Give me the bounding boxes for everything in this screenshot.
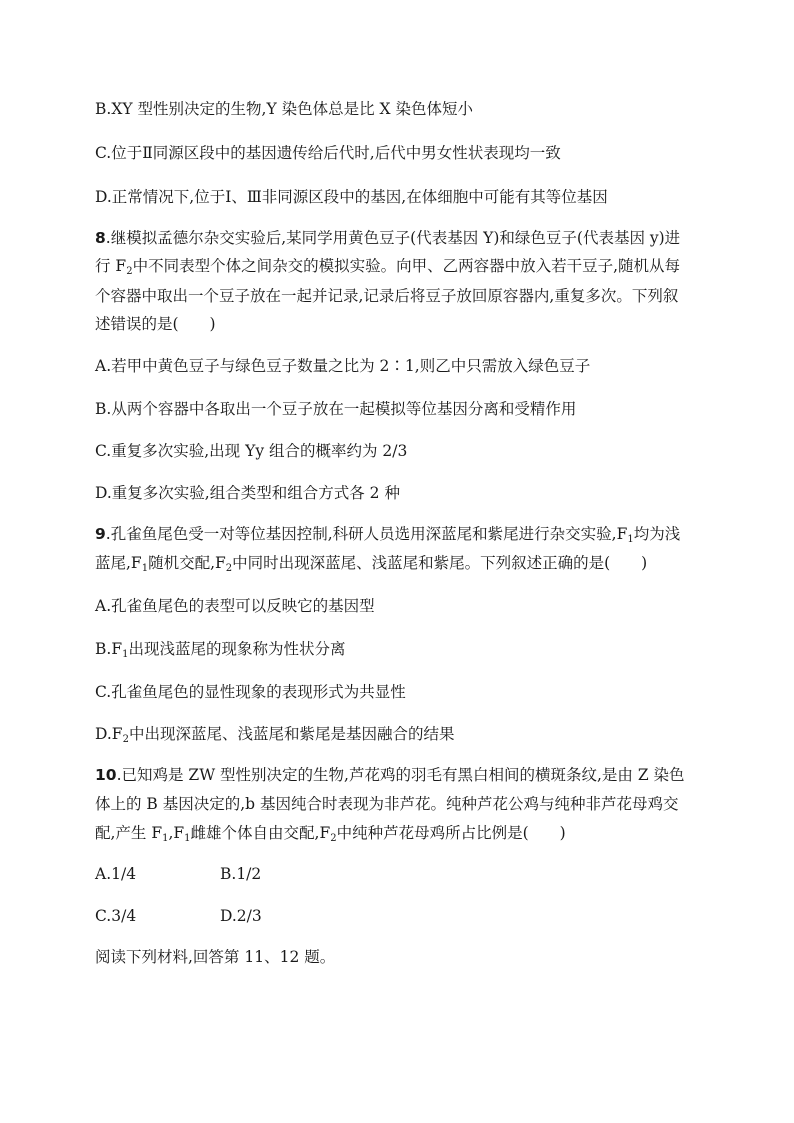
q8-number: 8 <box>95 229 106 247</box>
q10-options-row-1 <box>95 864 734 884</box>
q8-stem-line-4: 述错误的是( ) <box>95 315 216 333</box>
q10-option-d: D.2/3 <box>220 907 262 925</box>
q9-option-d: $D.F_2$中出现深蓝尾、浅蓝尾和紫尾是基因融合的结果 <box>95 725 455 745</box>
q10-option-b: B.1/2 <box>220 865 262 883</box>
q9-stem-line-1: 9.孔雀鱼尾色受一对等位基因控制,科研人员选用深蓝尾和紫尾进行杂交实验$,F_1$均为浅 <box>95 525 681 545</box>
q9-stem-line-2: 蓝尾$,F_1$随机交配$,F_2$中同时出现深蓝尾、浅蓝尾和紫尾。下列叙述正确的是( ) <box>95 554 648 574</box>
q9-option-c: C.孔雀鱼尾色的显性现象的表现形式为共显性 <box>95 683 406 701</box>
q8-option-c: C.重复多次实验,出现 Yy 组合的概率约为 2/3 <box>95 442 408 460</box>
reading-instruction: 阅读下列材料,回答第 11、12 题。 <box>95 948 336 966</box>
q10-stem-line-1: 10.已知鸡是 ZW 型性别决定的生物,芦花鸡的羽毛有黑白相间的横斑条纹,是由 Z 染色 <box>95 766 685 784</box>
q7-option-b: B.XY 型性别决定的生物,Y 染色体总是比 X 染色体短小 <box>95 100 473 118</box>
q10-option-c: C.3/4 <box>95 907 137 925</box>
q8-stem-line-2: 行 $F_2$中不同表型个体之间杂交的模拟实验。向甲、乙两容器中放入若干豆子,随机从每 <box>95 257 680 277</box>
q9-option-b: $B.F_1$出现浅蓝尾的现象称为性状分离 <box>95 640 346 660</box>
q8-option-a: A.若甲中黄色豆子与绿色豆子数量之比为 2∶1,则乙中只需放入绿色豆子 <box>95 357 591 375</box>
q10-stem-line-2: 体上的 B 基因决定的,b 基因纯合时表现为非芦花。纯种芦花公鸡与纯种非芦花母鸡交 <box>95 795 679 813</box>
q8-option-b: B.从两个容器中各取出一个豆子放在一起模拟等位基因分离和受精作用 <box>95 400 577 418</box>
q10-options-row-2 <box>95 906 734 926</box>
q8-stem-line-3: 个容器中取出一个豆子放在一起并记录,记录后将豆子放回原容器内,重复多次。下列叙 <box>95 287 679 305</box>
q7-option-c: C.位于Ⅱ同源区段中的基因遗传给后代时,后代中男女性状表现均一致 <box>95 144 561 162</box>
q10-option-a: A.1/4 <box>95 865 137 883</box>
q9-number: 9 <box>95 525 106 543</box>
q7-option-d: D.正常情况下,位于Ⅰ、Ⅲ非同源区段中的基因,在体细胞中可能有其等位基因 <box>95 188 608 206</box>
q9-option-a: A.孔雀鱼尾色的表型可以反映它的基因型 <box>95 597 375 615</box>
q10-stem-line-3: 配,产生 $F_1,F_1$雌雄个体自由交配$,F_2$中纯种芦花母鸡所占比例是( ) <box>95 824 566 844</box>
q8-stem-line-1: 8.继模拟孟德尔杂交实验后,某同学用黄色豆子(代表基因 Y)和绿色豆子(代表基因 y)进 <box>95 229 681 247</box>
q8-option-d: D.重复多次实验,组合类型和组合方式各 2 种 <box>95 484 400 502</box>
q10-number: 10 <box>95 766 117 784</box>
